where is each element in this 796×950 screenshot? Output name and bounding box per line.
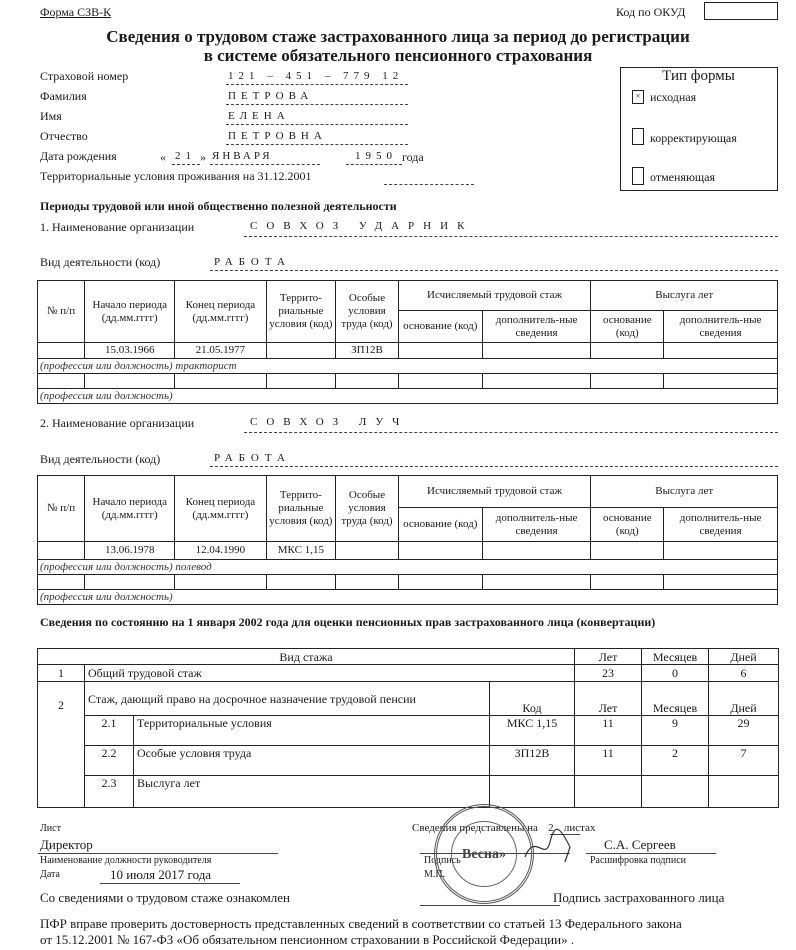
col-kind: Вид стажа [38, 649, 575, 665]
col-end: Конец периода (дд.мм.гггг) [175, 281, 266, 343]
insurance-number-label: Страховой номер [40, 69, 129, 83]
position-caption: Наименование должности руководителя [40, 855, 212, 866]
profession-row [38, 359, 778, 374]
period-territory [266, 343, 336, 359]
profession-label: (профессия или должность) [40, 561, 173, 573]
sub-col-years: Лет [575, 682, 642, 716]
sub-col-months: Месяцев [642, 682, 709, 716]
form-type-initial-checkbox[interactable]: × [632, 90, 644, 104]
profession-row [38, 590, 778, 605]
sub-label: Особые условия труда [134, 746, 490, 776]
org-2-periods-table [37, 475, 778, 605]
mp-label: М.П. [424, 869, 446, 880]
org-1-activity-label: Вид деятельности (код) [40, 255, 161, 269]
org-2-activity: РАБОТА [214, 452, 291, 464]
col-service-extra: дополнитель-ные сведения [664, 508, 778, 542]
insurance-number-value: 121 – 451 – 779 12 [228, 70, 404, 82]
sub-months: 9 [642, 716, 709, 746]
col-service-basis: основание (код) [591, 508, 664, 542]
sub-years: 11 [575, 746, 642, 776]
profession-label: (профессия или должность) [40, 591, 173, 603]
date-value: 10 июля 2017 года [110, 867, 212, 882]
org-1-number: 1. [40, 220, 49, 234]
birth-quote-close: » [200, 150, 206, 164]
org-1-activity: РАБОТА [214, 256, 291, 268]
col-days: Дней [709, 649, 779, 665]
sub-col-days: Дней [709, 682, 779, 716]
col-years: Лет [575, 649, 642, 665]
col-territory: Террито-риальные условия (код) [266, 281, 336, 343]
sub-num: 2.1 [85, 716, 134, 746]
col-service: Выслуга лет [591, 281, 778, 311]
total-num: 1 [38, 665, 85, 682]
org-2-label: Наименование организации [52, 416, 195, 430]
col-special: Особые условия труда (код) [336, 281, 399, 343]
okud-label: Код по ОКУД [616, 5, 686, 19]
stamp-text: Весна» [461, 847, 506, 862]
territory-label: Территориальные условия проживания на 31.12.2001 [40, 169, 312, 183]
org-1-label: Наименование организации [52, 220, 195, 234]
sub-days: 29 [709, 716, 779, 746]
col-service: Выслуга лет [591, 476, 778, 508]
col-months: Месяцев [642, 649, 709, 665]
sub-days [709, 776, 779, 808]
form-type-cancel-checkbox[interactable] [632, 167, 644, 185]
period-start: 15.03.1966 [85, 343, 175, 359]
col-calc-extra: дополнитель-ные сведения [482, 311, 591, 343]
page-title: Сведения о трудовом стаже застрахованного лица за период до регистрации [106, 27, 690, 46]
pfr-line-2: от 15.12.2001 № 167-ФЗ «Об обязательном пенсионном страховании в Российской Федерации» . [40, 932, 575, 947]
sub-days: 7 [709, 746, 779, 776]
profession-label: (профессия или должность) [40, 390, 173, 402]
form-name: Форма СЗВ-К [40, 5, 112, 19]
org-2-number: 2. [40, 416, 49, 430]
col-calc: Исчисляемый трудовой стаж [398, 476, 591, 508]
acquainted-text: Со сведениями о трудовом стаже ознакомлен [40, 890, 290, 905]
col-territory: Террито-риальные условия (код) [266, 476, 336, 542]
date-label: Дата [40, 869, 60, 880]
col-calc-basis: основание (код) [398, 311, 482, 343]
surname-label: Фамилия [40, 89, 87, 103]
signature-icon [520, 822, 580, 872]
sub-label: Территориальные условия [134, 716, 490, 746]
sub-num: 2.2 [85, 746, 134, 776]
decoding-caption: Расшифровка подписи [590, 855, 686, 866]
birth-date-label: Дата рождения [40, 149, 117, 163]
table-row [38, 682, 779, 716]
birth-year: 1950 [355, 150, 397, 162]
sub-label: Выслуга лет [134, 776, 490, 808]
birth-year-suffix: года [402, 150, 424, 164]
sub-years [575, 776, 642, 808]
sub-code [490, 776, 575, 808]
col-service-extra: дополнитель-ные сведения [664, 311, 778, 343]
col-start: Начало периода (дд.мм.гггг) [85, 476, 175, 542]
period-end: 12.04.1990 [175, 542, 266, 560]
org-2-name: СОВХОЗ ЛУЧ [250, 416, 409, 428]
name-label: Имя [40, 109, 62, 123]
profession-label: (профессия или должность) [40, 360, 173, 372]
form-type-corrective-label: корректирующая [650, 131, 737, 145]
early-num: 2 [38, 682, 85, 808]
conversion-table [37, 648, 779, 808]
profession-value: полевод [175, 561, 212, 573]
director-position: Директор [40, 837, 93, 852]
period-special: ЗП12В [336, 343, 399, 359]
company-stamp [434, 804, 534, 904]
insured-signature: Подпись застрахованного лица [553, 890, 725, 905]
page-subtitle: в системе обязательного пенсионного страхования [203, 46, 593, 65]
profession-row [38, 560, 778, 575]
sub-months: 2 [642, 746, 709, 776]
col-calc-basis: основание (код) [398, 508, 482, 542]
birth-quote-open: « [160, 150, 166, 164]
col-calc-extra: дополнитель-ные сведения [482, 508, 591, 542]
patronymic-label: Отчество [40, 129, 88, 143]
sub-code: МКС 1,15 [490, 716, 575, 746]
sub-months [642, 776, 709, 808]
period-start: 13.06.1978 [85, 542, 175, 560]
sheets-suffix: листах [563, 822, 596, 834]
form-type-corrective-checkbox[interactable] [632, 128, 644, 145]
period-special [336, 542, 399, 560]
table-row [38, 542, 778, 560]
col-service-basis: основание (код) [591, 311, 664, 343]
period-territory: МКС 1,15 [266, 542, 336, 560]
sub-code: ЗП12В [490, 746, 575, 776]
col-special: Особые условия труда (код) [336, 476, 399, 542]
submitted-label: Сведения представлены на [412, 822, 538, 834]
early-label: Стаж, дающий право на досрочное назначение трудовой пенсии [85, 682, 490, 716]
profession-value: тракторист [175, 360, 237, 372]
sheet-label: Лист [40, 823, 61, 834]
col-num: № п/п [38, 281, 85, 343]
total-days: 6 [709, 665, 779, 682]
form-type-initial-label: исходная [650, 90, 697, 104]
org-1-name: СОВХОЗ УДАРНИК [250, 220, 474, 232]
name-value: ЕЛЕНА [228, 110, 290, 122]
form-type-title: Тип формы [662, 68, 735, 84]
signer-name: С.А. Сергеев [604, 837, 676, 852]
sub-num: 2.3 [85, 776, 134, 808]
okud-field[interactable] [704, 2, 778, 20]
sheets-count: 2 [548, 822, 554, 834]
patronymic-value: ПЕТРОВНА [228, 130, 327, 142]
table-row [38, 776, 779, 808]
total-label: Общий трудовой стаж [85, 665, 575, 682]
col-code: Код [490, 682, 575, 716]
table-row [38, 746, 779, 776]
sub-years: 11 [575, 716, 642, 746]
table-row [38, 716, 779, 746]
total-years: 23 [575, 665, 642, 682]
profession-row [38, 389, 778, 404]
col-calc: Исчисляемый трудовой стаж [398, 281, 591, 311]
birth-month: ЯНВАРЯ [212, 150, 273, 162]
pfr-line-1: ПФР вправе проверить достоверность представленных сведений в соответствии со статьей 13 Федерального закона [40, 916, 682, 931]
col-start: Начало периода (дд.мм.гггг) [85, 281, 175, 343]
total-months: 0 [642, 665, 709, 682]
col-num: № п/п [38, 476, 85, 542]
table-row [38, 665, 779, 682]
conversion-heading: Сведения по состоянию на 1 января 2002 года для оценки пенсионных прав застрахованного лица (конвертации) [40, 615, 656, 629]
table-row [38, 343, 778, 359]
col-end: Конец периода (дд.мм.гггг) [175, 476, 266, 542]
periods-heading: Периоды трудовой или иной общественно полезной деятельности [40, 199, 397, 213]
signature-caption: Подпись [424, 855, 461, 866]
period-end: 21.05.1977 [175, 343, 266, 359]
surname-value: ПЕТРОВА [228, 90, 314, 102]
org-2-activity-label: Вид деятельности (код) [40, 452, 161, 466]
form-type-cancel-label: отменяющая [650, 170, 715, 184]
birth-day: 21 [175, 150, 196, 162]
org-1-periods-table [37, 280, 778, 404]
